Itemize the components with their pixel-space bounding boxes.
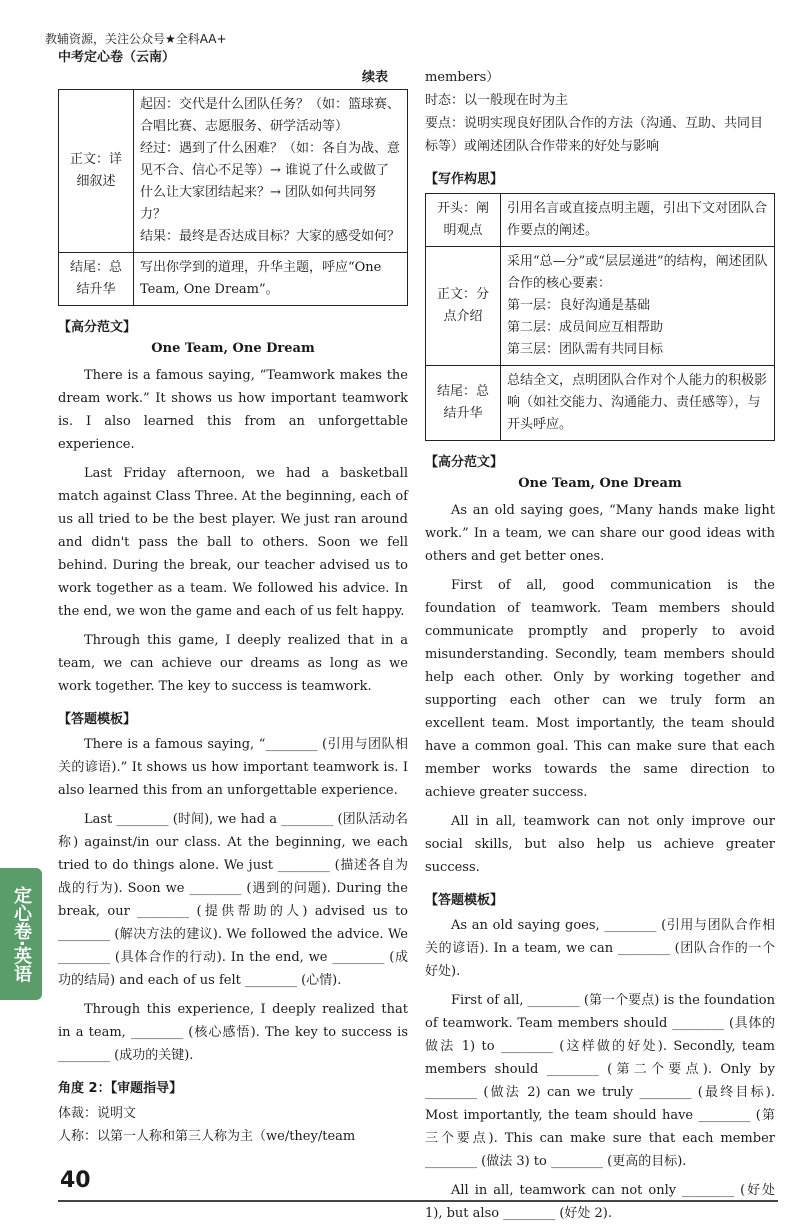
model-paragraph: There is a famous saying, “Teamwork makes the dream work.” It shows us how important teamwork is. I also learned this from an unforgettable experience. bbox=[58, 368, 408, 452]
row-content bbox=[501, 247, 775, 366]
row-line: 第一层：良好沟通是基础 bbox=[507, 298, 651, 313]
row-line: 经过：遇到了什么困难？（如：各自为战、意见不合、信心不足等）→ 谁说了什么或做了什么让大家团结起来？→ 团队如何共同努力？ bbox=[140, 141, 401, 222]
model-essay-title: One Team, One Dream bbox=[518, 476, 682, 491]
plan-table bbox=[425, 193, 775, 441]
row-content bbox=[134, 90, 408, 253]
watermark: 教辅资源，关注公众号★全科AA+ bbox=[45, 32, 227, 46]
plan-label: 【写作构思】 bbox=[425, 172, 504, 187]
model-paragraph: Last Friday afternoon, we had a basketball match against Class Three. At the beginning, each of us all tried to be the best player. We just ran around and didn't pass the ball to others. Soon we fell behind. During the break, our teacher advised us to work together as a team. We followed his advice. In the end, we won the game and each of us felt happy. bbox=[58, 466, 408, 619]
angle-label: 角度 2：【审题指导】 bbox=[58, 1081, 183, 1096]
model-essay-label: 【高分范文】 bbox=[425, 455, 504, 470]
template-paragraph: Last ________ (时间), we had a ________ (团队活动名称) against/in our class. At the beginning, we each tried to do things alone. We just ________ (描述各自为战的行为). Soon we ________ (遇到的问题). During the break, our ________ (提供帮助的人) advised us to ________ (解决方法的建议). We followed the advice. We ________ (具体合作的行动). In the end, we ________ (成功的结局) and each of us felt ________ (心情). bbox=[58, 812, 408, 988]
person-line-continued: members） bbox=[425, 70, 500, 85]
row-label: 结尾：总结升华 bbox=[426, 366, 501, 441]
table-row bbox=[426, 366, 775, 441]
row-label: 正文：详细叙述 bbox=[59, 90, 134, 253]
row-line: 采用“总—分”或“层层递进”的结构，阐述团队合作的核心要素： bbox=[507, 254, 768, 291]
left-column bbox=[58, 66, 408, 1148]
model-paragraph: Through this game, I deeply realized that in a team, we can achieve our dreams as long as we work together. The key to success is teamwork. bbox=[58, 633, 408, 694]
row-content bbox=[501, 366, 775, 441]
row-content bbox=[501, 194, 775, 247]
points-line: 要点：说明实现良好团队合作的方法（沟通、互助、共同目标等）或阐述团队合作带来的好处与影响 bbox=[425, 116, 764, 154]
model-paragraph: As an old saying goes, “Many hands make light work.” In a team, we can share our good ideas with others and get better ones. bbox=[425, 503, 775, 564]
model-paragraph: First of all, good communication is the foundation of teamwork. Team members should communicate promptly and properly to avoid misunderstanding. Secondly, team members should help each other. Only by working together and supporting each other can we truly form an excellent team. Most importantly, the team should have a common goal. This can make sure that each member works towards the same direction to achieve greater success. bbox=[425, 578, 775, 800]
table-row bbox=[426, 247, 775, 366]
table-row bbox=[59, 90, 408, 253]
row-line: 结果：最终是否达成目标？大家的感受如何？ bbox=[140, 229, 401, 244]
row-content bbox=[134, 253, 408, 306]
table-row bbox=[426, 194, 775, 247]
book-header: 中考定心卷（云南） bbox=[58, 50, 176, 65]
row-label: 开头：阐明观点 bbox=[426, 194, 501, 247]
model-essay-title: One Team, One Dream bbox=[151, 341, 315, 356]
row-line: 总结全文，点明团队合作对个人能力的积极影响（如社交能力、沟通能力、责任感等），与开头呼应。 bbox=[507, 373, 768, 432]
row-label: 正文：分点介绍 bbox=[426, 247, 501, 366]
genre-line: 体裁：说明文 bbox=[58, 1106, 137, 1121]
person-line: 人称：以第一人称和第三人称为主（we/they/team bbox=[58, 1129, 356, 1144]
tense-line: 时态：以一般现在时为主 bbox=[425, 93, 569, 108]
outline-table-continued bbox=[58, 89, 408, 306]
row-line: 引用名言或直接点明主题，引出下文对团队合作要点的阐述。 bbox=[507, 201, 768, 238]
template-paragraph: Through this experience, I deeply realized that in a team, ________ (核心感悟). The key to success is ________ (成功的关键). bbox=[58, 1002, 408, 1063]
model-paragraph: All in all, teamwork can not only improve our social skills, but also help us achieve greater success. bbox=[425, 814, 775, 875]
table-row bbox=[59, 253, 408, 306]
side-tab: 定心卷·英语 bbox=[0, 868, 42, 1000]
row-line: 起因：交代是什么团队任务？（如：篮球赛、合唱比赛、志愿服务、研学活动等） bbox=[140, 97, 401, 134]
model-essay-label: 【高分范文】 bbox=[58, 320, 137, 335]
row-line: 写出你学到的道理，升华主题，呼应“One Team, One Dream”。 bbox=[140, 260, 382, 297]
template-paragraph: There is a famous saying, “________ (引用与团队相关的谚语).” It shows us how important teamwork is. I also learned this from an unforgettable experience. bbox=[58, 737, 408, 798]
row-line: 第三层：团队需有共同目标 bbox=[507, 342, 664, 357]
template-paragraph: First of all, ________ (第一个要点) is the foundation of teamwork. Team members should ________ (具体的做法 1) to ________ (这样做的好处). Secondly, team members should ________ (第二个要点). Only by ________ (做法 2) can we truly ________ (最终目标). Most importantly, the team should have ________ (第三个要点). This can make sure that each member ________ (做法 3) to ________ (更高的目标). bbox=[425, 993, 775, 1169]
template-label: 【答题模板】 bbox=[425, 893, 504, 908]
page-number: 40 bbox=[60, 1168, 91, 1193]
row-line: 第二层：成员间应互相帮助 bbox=[507, 320, 664, 335]
template-label: 【答题模板】 bbox=[58, 712, 137, 727]
footer-rule bbox=[58, 1200, 778, 1202]
row-label: 结尾：总结升华 bbox=[59, 253, 134, 306]
right-column bbox=[425, 66, 775, 1231]
continued-label: 续表 bbox=[361, 70, 388, 85]
template-paragraph: As an old saying goes, ________ (引用与团队合作相关的谚语). In a team, we can ________ (团队合作的一个好处). bbox=[425, 918, 775, 979]
template-paragraph: All in all, teamwork can not only ________ (好处 1), but also ________ (好处 2). bbox=[425, 1183, 775, 1221]
